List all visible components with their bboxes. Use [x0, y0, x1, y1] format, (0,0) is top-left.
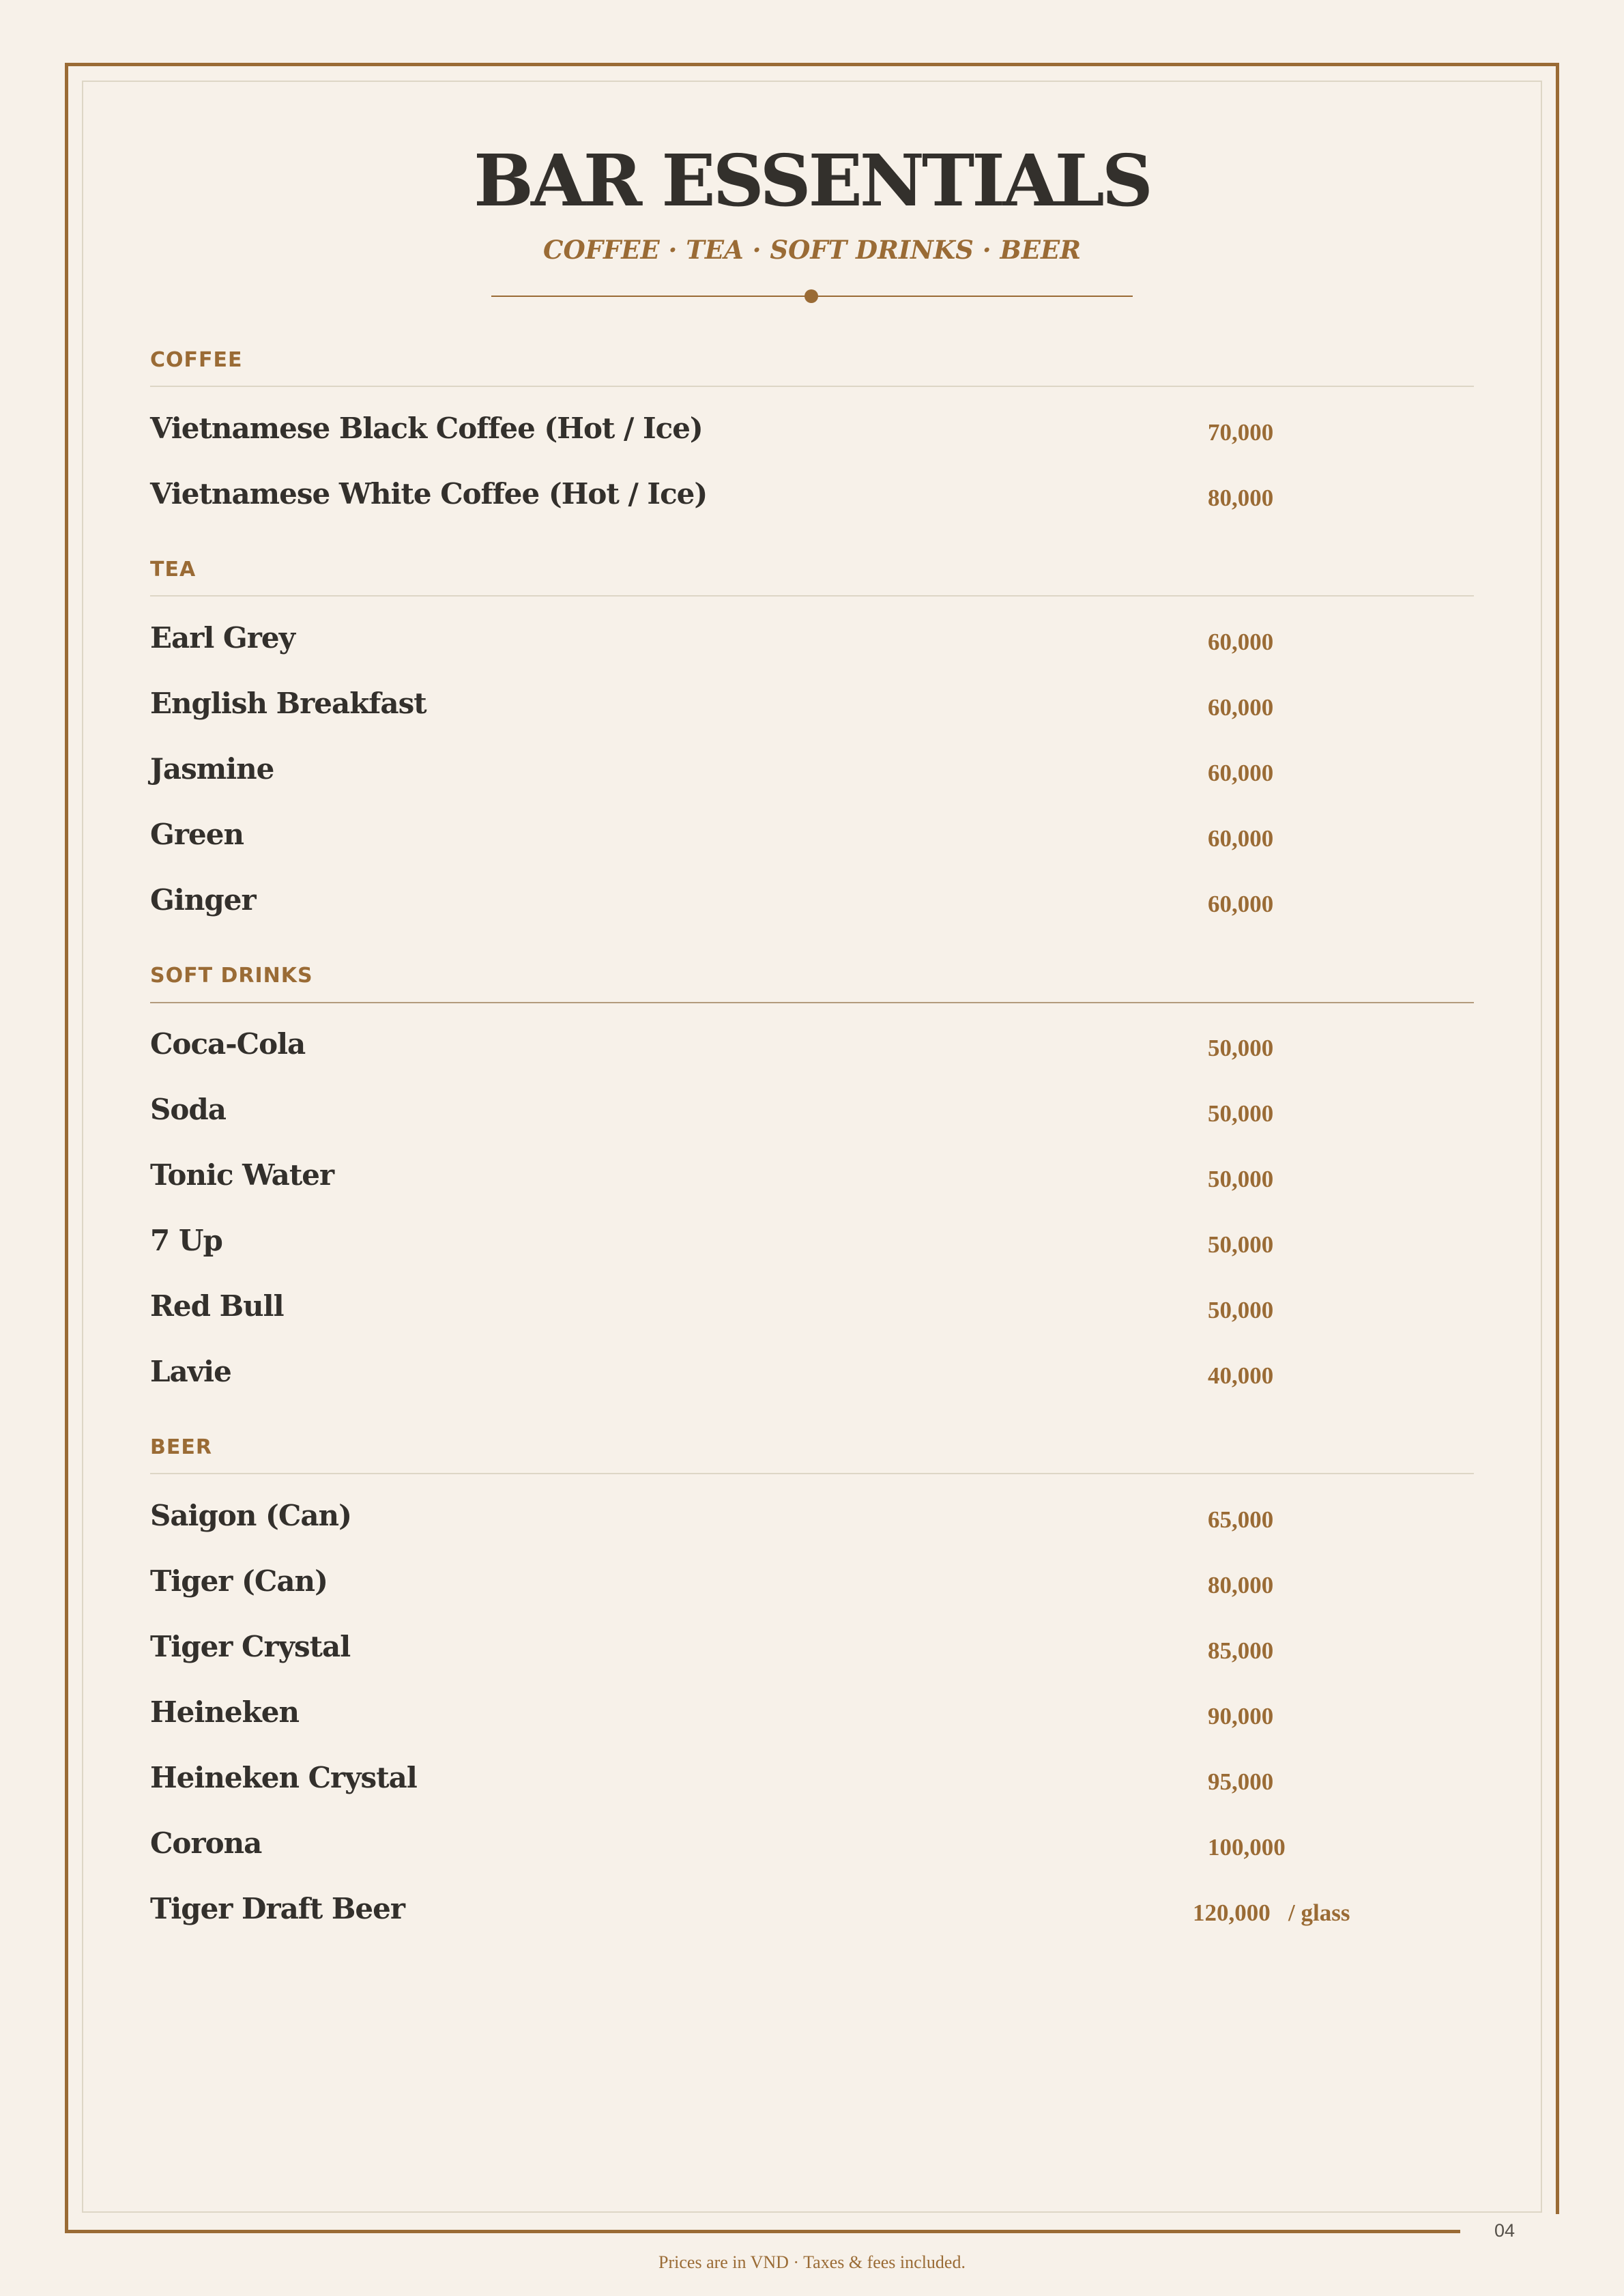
- menu-item-price: 100,000: [1208, 1834, 1286, 1861]
- section-heading-soft-drinks: SOFT DRINKS: [150, 964, 313, 988]
- menu-item-name: Coca-Cola: [150, 1027, 306, 1061]
- menu-item-name: Vietnamese White Coffee (Hot / Ice): [150, 477, 708, 511]
- menu-item-price: 60,000: [1208, 694, 1274, 721]
- menu-item-price: 85,000: [1208, 1637, 1274, 1664]
- menu-item-price: 60,000: [1208, 629, 1274, 655]
- footer-note: Prices are in VND · Taxes & fees included.: [658, 2252, 966, 2272]
- section-heading-coffee: COFFEE: [150, 348, 243, 372]
- menu-item-price: 60,000: [1208, 825, 1274, 852]
- section-heading-tea: TEA: [150, 558, 197, 582]
- menu-item-name: Vietnamese Black Coffee (Hot / Ice): [150, 412, 703, 445]
- menu-item-price: 90,000: [1208, 1703, 1274, 1730]
- section-rule: [150, 1002, 1474, 1003]
- menu-item-name: Jasmine: [150, 752, 274, 786]
- menu-item-unit: / glass: [1288, 1899, 1350, 1926]
- menu-item-price: 50,000: [1208, 1231, 1274, 1258]
- menu-item-name: English Breakfast: [150, 687, 426, 720]
- menu-item-name: Heineken: [150, 1695, 299, 1729]
- menu-item-price: 60,000: [1208, 760, 1274, 786]
- section-rule: [150, 1473, 1474, 1474]
- menu-item-name: Tiger (Can): [150, 1564, 328, 1598]
- menu-item-price: 40,000: [1208, 1362, 1274, 1389]
- menu-item-name: Soda: [150, 1093, 226, 1126]
- page-title: BAR ESSENTIALS: [474, 139, 1150, 223]
- menu-item-price: 50,000: [1208, 1035, 1274, 1061]
- menu-item-price: 80,000: [1208, 1572, 1274, 1598]
- menu-item-name: Saigon (Can): [150, 1499, 351, 1532]
- divider-ornament-icon: [804, 289, 818, 303]
- menu-item-price: 50,000: [1208, 1166, 1274, 1192]
- menu-item-price: 95,000: [1208, 1768, 1274, 1795]
- menu-item-name: Heineken Crystal: [150, 1761, 417, 1794]
- menu-item-price: 120,000: [1193, 1899, 1271, 1926]
- section-rule: [150, 595, 1474, 597]
- menu-item-name: Ginger: [150, 883, 256, 917]
- menu-item-name: Red Bull: [150, 1289, 284, 1323]
- menu-item-price: 80,000: [1208, 485, 1274, 511]
- menu-item-name: 7 Up: [150, 1224, 222, 1257]
- menu-item-price: 50,000: [1208, 1100, 1274, 1127]
- menu-item-price: 70,000: [1208, 419, 1274, 446]
- menu-item-name: Tiger Crystal: [150, 1630, 351, 1663]
- menu-item-name: Earl Grey: [150, 621, 295, 655]
- section-heading-beer: BEER: [150, 1435, 212, 1459]
- menu-item-price: 50,000: [1208, 1297, 1274, 1323]
- menu-item-price: 60,000: [1208, 891, 1274, 917]
- menu-item-name: Lavie: [150, 1355, 231, 1388]
- page-number: 04: [1494, 2220, 1516, 2241]
- menu-item-name: Tiger Draft Beer: [150, 1892, 405, 1925]
- menu-item-price: 65,000: [1208, 1506, 1274, 1533]
- menu-item-name: Green: [150, 818, 244, 851]
- page-subtitle: COFFEE · TEA · SOFT DRINKS · BEER: [543, 235, 1081, 265]
- section-rule: [150, 386, 1474, 387]
- menu-item-name: Tonic Water: [150, 1158, 334, 1192]
- menu-item-name: Corona: [150, 1826, 262, 1860]
